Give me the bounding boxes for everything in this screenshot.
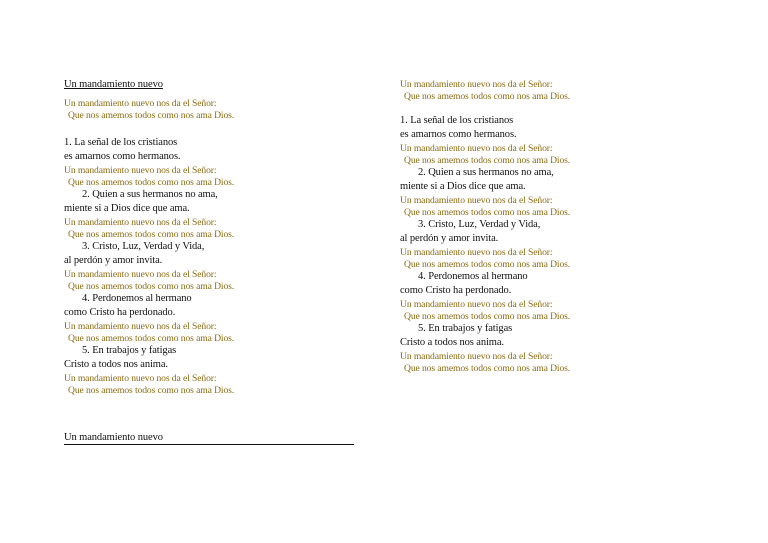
chorus-line-2: Que nos amemos todos como nos ama Dios. [68, 110, 235, 121]
chorus-line-1: Un mandamiento nuevo nos da el Señor: [400, 195, 553, 206]
chorus-line-2: Que nos amemos todos como nos ama Dios. [68, 385, 235, 396]
verse-4-line-2: como Cristo ha perdonado. [64, 307, 176, 318]
chorus-line-1: Un mandamiento nuevo nos da el Señor: [64, 321, 217, 332]
chorus-line-1: Un mandamiento nuevo nos da el Señor: [400, 247, 553, 258]
chorus-line-2: Que nos amemos todos como nos ama Dios. [68, 281, 235, 292]
verse-5-line-1: 5. En trabajos y fatigas [418, 323, 513, 334]
chorus-line-2: Que nos amemos todos como nos ama Dios. [404, 363, 571, 374]
verse-2-line-2: miente si a Dios dice que ama. [64, 203, 190, 214]
chorus-line-1: Un mandamiento nuevo nos da el Señor: [64, 217, 217, 228]
chorus-line-2: Que nos amemos todos como nos ama Dios. [68, 229, 235, 240]
verse-3-line-1: 3. Cristo, Luz, Verdad y Vida, [418, 219, 541, 230]
footer-title: Un mandamiento nuevo [64, 432, 163, 443]
chorus-line-2: Que nos amemos todos como nos ama Dios. [404, 311, 571, 322]
chorus-line-2: Que nos amemos todos como nos ama Dios. [68, 177, 235, 188]
verse-5-line-2: Cristo a todos nos anima. [64, 359, 168, 370]
chorus-line-1: Un mandamiento nuevo nos da el Señor: [400, 143, 553, 154]
verse-1-line-1: 1. La señal de los cristianos [64, 137, 178, 148]
chorus-line-1: Un mandamiento nuevo nos da el Señor: [64, 373, 217, 384]
verse-2-line-2: miente si a Dios dice que ama. [400, 181, 526, 192]
chorus-line-1: Un mandamiento nuevo nos da el Señor: [400, 351, 553, 362]
verse-2-line-1: 2. Quien a sus hermanos no ama, [82, 189, 218, 200]
verse-1-line-1: 1. La señal de los cristianos [400, 115, 514, 126]
chorus-line-1: Un mandamiento nuevo nos da el Señor: [400, 299, 553, 310]
footer-rule [64, 444, 354, 445]
chorus-line-2: Que nos amemos todos como nos ama Dios. [404, 91, 571, 102]
chorus-line-1: Un mandamiento nuevo nos da el Señor: [400, 79, 553, 90]
chorus-line-1: Un mandamiento nuevo nos da el Señor: [64, 98, 217, 109]
chorus-line-2: Que nos amemos todos como nos ama Dios. [68, 333, 235, 344]
verse-4-line-1: 4. Perdonemos al hermano [82, 293, 192, 304]
chorus-line-1: Un mandamiento nuevo nos da el Señor: [64, 269, 217, 280]
verse-1-line-2: es amarnos como hermanos. [400, 129, 517, 140]
verse-3-line-2: al perdón y amor invita. [64, 255, 163, 266]
chorus-line-2: Que nos amemos todos como nos ama Dios. [404, 155, 571, 166]
verse-5-line-2: Cristo a todos nos anima. [400, 337, 504, 348]
chorus-line-2: Que nos amemos todos como nos ama Dios. [404, 259, 571, 270]
verse-5-line-1: 5. En trabajos y fatigas [82, 345, 177, 356]
verse-4-line-2: como Cristo ha perdonado. [400, 285, 512, 296]
verse-2-line-1: 2. Quien a sus hermanos no ama, [418, 167, 554, 178]
verse-4-line-1: 4. Perdonemos al hermano [418, 271, 528, 282]
song-title: Un mandamiento nuevo [64, 79, 163, 90]
verse-1-line-2: es amarnos como hermanos. [64, 151, 181, 162]
verse-3-line-1: 3. Cristo, Luz, Verdad y Vida, [82, 241, 205, 252]
chorus-line-2: Que nos amemos todos como nos ama Dios. [404, 207, 571, 218]
chorus-line-1: Un mandamiento nuevo nos da el Señor: [64, 165, 217, 176]
verse-3-line-2: al perdón y amor invita. [400, 233, 499, 244]
